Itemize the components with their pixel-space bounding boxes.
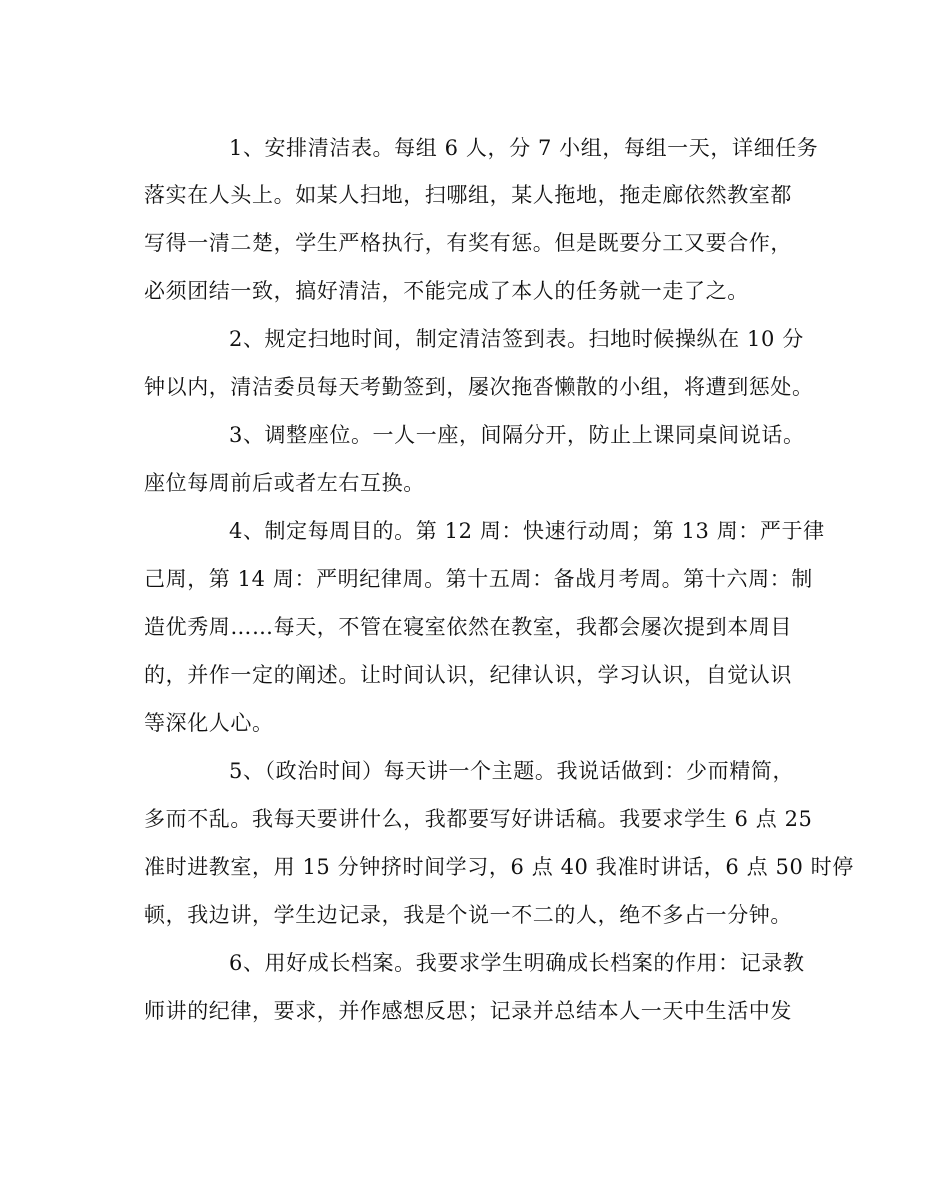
paragraph-1-line-2: 落实在人头上。如某人扫地，扫哪组，某人拖地，拖走廊依然教室都 <box>144 183 792 207</box>
paragraph-5-line-1: 5、（政治时间）每天讲一个主题。我说话做到：少而精简， <box>229 759 795 783</box>
paragraph-5-line-2: 多而不乱。我每天要讲什么，我都要写好讲话稿。我要求学生 6 点 25 <box>144 807 813 831</box>
paragraph-4-line-5: 等深化人心。 <box>144 711 274 735</box>
paragraph-5-line-4: 顿，我边讲，学生边记录，我是个说一不二的人，绝不多占一分钟。 <box>144 903 792 927</box>
paragraph-4-line-3: 造优秀周……每天，不管在寝室依然在教室，我都会屡次提到本周目 <box>144 615 792 639</box>
paragraph-1-line-4: 必须团结一致，搞好清洁，不能完成了本人的任务就一走了之。 <box>144 279 749 303</box>
paragraph-6-line-1: 6、用好成长档案。我要求学生明确成长档案的作用：记录教 <box>229 951 805 975</box>
paragraph-5-line-3: 准时进教室，用 15 分钟挤时间学习，6 点 40 我准时讲话，6 点 50 时停 <box>144 855 854 879</box>
paragraph-1-line-1: 1、安排清洁表。每组 6 人，分 7 小组，每组一天，详细任务 <box>229 136 819 160</box>
paragraph-4-line-1: 4、制定每周目的。第 12 周：快速行动周；第 13 周：严于律 <box>229 519 825 543</box>
paragraph-2-line-1: 2、规定扫地时间，制定清洁签到表。扫地时候操纵在 10 分 <box>229 327 804 351</box>
paragraph-2-line-2: 钟以内，清洁委员每天考勤签到，屡次拖沓懒散的小组，将遭到惩处。 <box>144 375 814 399</box>
paragraph-4-line-2: 己周，第 14 周：严明纪律周。第十五周：备战月考周。第十六周：制 <box>144 567 813 591</box>
paragraph-6-line-2: 师讲的纪律，要求，并作感想反思；记录并总结本人一天中生活中发 <box>144 999 792 1023</box>
paragraph-3-line-1: 3、调整座位。一人一座，间隔分开，防止上课同桌间说话。 <box>229 423 805 447</box>
paragraph-4-line-4: 的，并作一定的阐述。让时间认识，纪律认识，学习认识，自觉认识 <box>144 663 792 687</box>
paragraph-1-line-3: 写得一清二楚，学生严格执行，有奖有惩。但是既要分工又要合作， <box>144 231 792 255</box>
paragraph-3-line-2: 座位每周前后或者左右互换。 <box>144 471 425 495</box>
